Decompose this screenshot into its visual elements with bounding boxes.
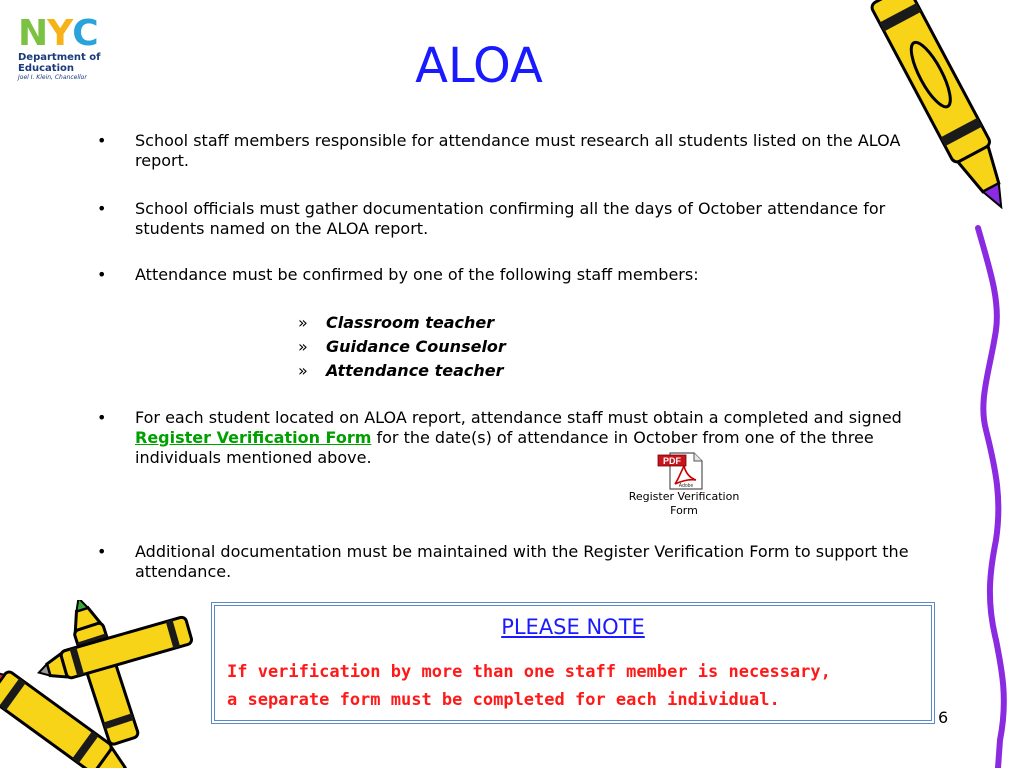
crayon-right-graphic [850, 0, 1024, 768]
pdf-badge-text: PDF [663, 456, 681, 466]
bullet-dot: • [97, 542, 107, 561]
sub-marker: » [298, 361, 308, 380]
bullet-text-after: for the date(s) of attendance in October from one of the three individuals mentioned above. [135, 428, 874, 467]
sub-marker: » [298, 313, 308, 332]
bullet-text: School officials must gather documentation confirming all the days of October attendance for students named on the ALOA report. [135, 199, 886, 238]
crayons-decoration-left [0, 600, 210, 768]
logo-letter-y: Y [47, 13, 73, 54]
bullet-dot: • [97, 265, 107, 284]
note-text [227, 658, 927, 714]
bullet-text: Attendance must be confirmed by one of the following staff members: [135, 265, 699, 284]
bullet-dot: • [97, 408, 107, 427]
pdf-icon-graphic [656, 452, 706, 490]
staff-item-classroom-teacher [298, 311, 494, 335]
bullet-text: School staff members responsible for attendance must research all students listed on the ALOA report. [135, 131, 901, 170]
logo-letter-c: C [72, 13, 98, 54]
note-title: PLEASE NOTE [501, 615, 645, 639]
page-number: 6 [938, 708, 949, 727]
please-note-box [211, 602, 935, 724]
page-title: ALOA [415, 38, 543, 94]
logo-line-education: Education [18, 63, 74, 74]
logo-line-chancellor: Joel I. Klein, Chancellor [18, 74, 87, 81]
pdf-caption-line2: Form [670, 504, 698, 517]
purple-line-icon [978, 228, 1004, 768]
note-line1: If verification by more than one staff member is necessary, [227, 662, 831, 682]
logo-letter-n: N [18, 13, 48, 54]
note-line2: a separate form must be completed for each individual. [227, 690, 780, 710]
staff-label: Attendance teacher [326, 361, 504, 380]
pdf-caption[interactable] [600, 490, 768, 518]
pdf-caption-line1: Register Verification [628, 490, 740, 503]
bullet-text [135, 408, 927, 468]
crayon-decoration-right [850, 0, 1024, 768]
bullet-text: Additional documentation must be maintained with the Register Verification Form to support the attendance. [135, 542, 909, 581]
crayons-left-graphic [0, 600, 210, 768]
logo-line-department: Department of [18, 52, 101, 63]
staff-label: Guidance Counselor [326, 337, 506, 356]
sub-marker: » [298, 337, 308, 356]
staff-item-guidance-counselor [298, 335, 506, 359]
bullet-dot: • [97, 199, 107, 218]
bullet-text-before: For each student located on ALOA report, attendance staff must obtain a completed and signed [135, 408, 902, 427]
pdf-file-icon[interactable] [656, 452, 706, 490]
pdf-adobe-text: Adobe [678, 483, 694, 489]
staff-item-attendance-teacher [298, 359, 504, 383]
register-verification-form-link[interactable]: Register Verification Form [135, 428, 372, 447]
bullet-dot: • [97, 131, 107, 150]
staff-label: Classroom teacher [326, 313, 495, 332]
